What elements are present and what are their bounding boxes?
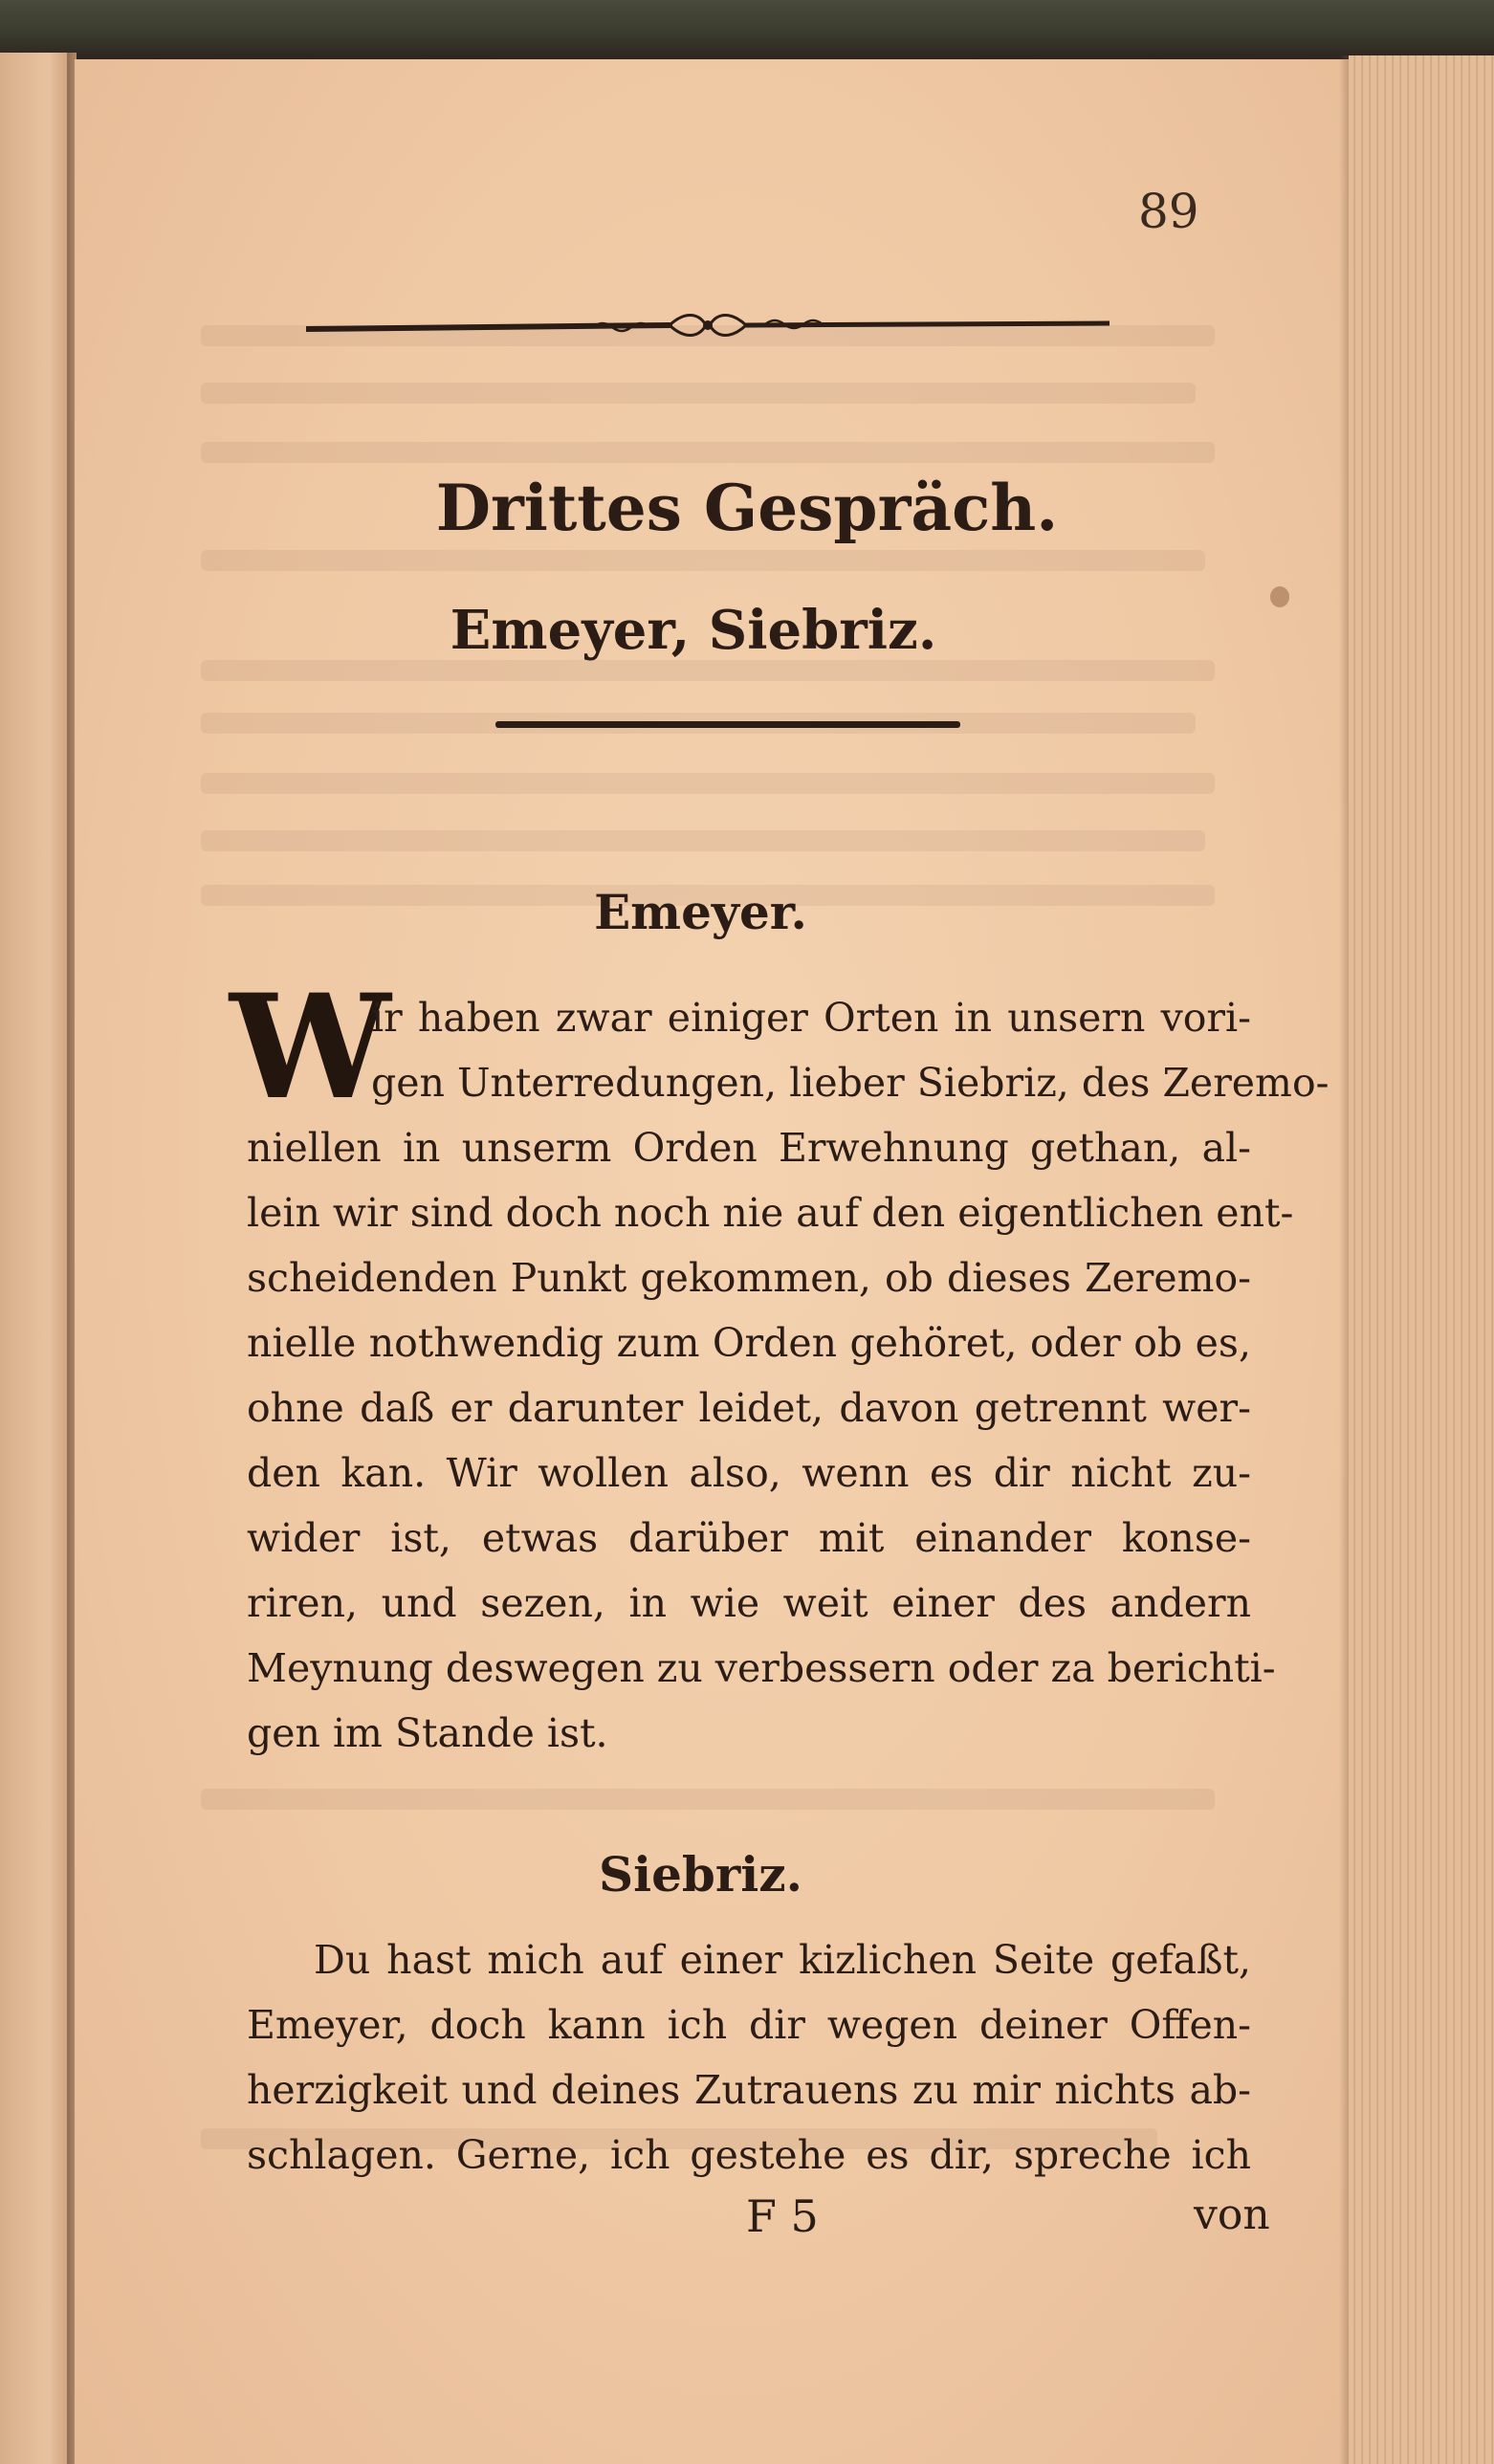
dialogue-paragraph — [247, 1927, 1251, 2188]
text-line: wider ist, etwas darüber mit einander konse- — [247, 1515, 1251, 1561]
text-line: lein wir sind doch noch nie auf den eigentlichen ent- — [247, 1190, 1294, 1236]
bleed-through — [201, 1789, 1215, 1810]
stacked-page-edges — [1349, 55, 1494, 2464]
text-line: scheidenden Punkt gekommen, ob dieses Zeremo- — [247, 1255, 1251, 1301]
text-line: riren, und sezen, in wie weit einer des andern — [247, 1580, 1251, 1626]
page-number: 89 — [1138, 184, 1199, 239]
book-cover-edge — [0, 0, 1494, 57]
bleed-through — [201, 442, 1215, 463]
text-line: nielle nothwendig zum Orden gehöret, oder ob es, — [247, 1320, 1251, 1366]
text-line: Meynung deswegen zu verbessern oder za berichti- — [247, 1645, 1276, 1691]
bleed-through — [201, 660, 1215, 681]
chapter-title: Drittes Gespräch. — [435, 471, 1059, 545]
ornament-divider — [306, 308, 1110, 346]
speaker-heading: Siebriz. — [598, 1846, 802, 1903]
text-line: ohne daß er darunter leidet, davon getrennt wer- — [247, 1385, 1251, 1431]
text-line: niellen in unserm Orden Erwehnung gethan, al- — [247, 1125, 1251, 1171]
text-line: ir haben zwar einiger Orten in unsern vori- — [371, 995, 1251, 1041]
drop-cap: W — [230, 963, 391, 1132]
text-line: Du hast mich auf einer kizlichen Seite gefaßt, — [314, 1937, 1251, 1983]
signature-mark: F 5 — [746, 2190, 819, 2242]
text-line: schlagen. Gerne, ich gestehe es dir, spreche ich — [247, 2132, 1251, 2178]
facing-page-edge — [0, 53, 69, 2464]
bleed-through — [201, 550, 1205, 571]
speaker-heading: Emeyer. — [594, 884, 807, 940]
catchword: von — [1194, 2190, 1270, 2239]
text-line: gen im Stande ist. — [247, 1710, 608, 1756]
text-line: Emeyer, doch kann ich dir wegen deiner Offen- — [247, 2002, 1251, 2048]
bleed-through — [201, 830, 1205, 851]
dialogue-paragraph — [247, 985, 1329, 1766]
heading-rule — [495, 721, 960, 728]
bleed-through — [201, 773, 1215, 794]
text-line: gen Unterredungen, lieber Siebriz, des Zeremo- — [371, 1060, 1329, 1106]
bleed-through — [201, 383, 1196, 404]
speakers-heading: Emeyer, Siebriz. — [450, 599, 937, 662]
text-line: herzigkeit und deines Zutrauens zu mir nichts ab- — [247, 2067, 1251, 2113]
text-line: den kan. Wir wollen also, wenn es dir nicht zu- — [247, 1450, 1251, 1496]
